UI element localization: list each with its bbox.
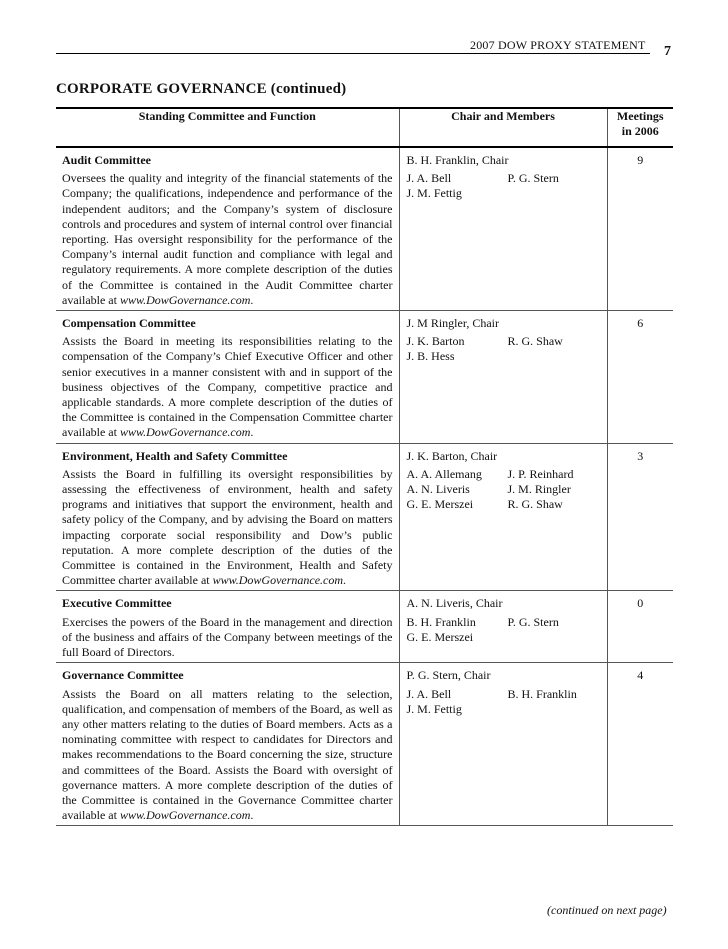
member-name: J. M. Fettig bbox=[406, 701, 462, 716]
column-header-members: Chair and Members bbox=[399, 108, 607, 147]
committee-chair: B. H. Franklin, Chair bbox=[406, 153, 509, 167]
url-suffix: . bbox=[250, 425, 254, 440]
member-name: J. P. Reinhard bbox=[507, 466, 574, 481]
committee-meetings: 0 bbox=[637, 596, 644, 611]
member-name: J. K. Barton bbox=[406, 334, 465, 349]
member-name: J. A. Bell bbox=[406, 686, 452, 701]
committee-description bbox=[62, 615, 393, 661]
running-header-title: 2007 DOW PROXY STATEMENT bbox=[470, 38, 646, 52]
committee-meetings: 4 bbox=[637, 668, 644, 683]
committee-members bbox=[407, 171, 607, 201]
table-header bbox=[56, 108, 673, 147]
governance-url: www.DowGovernance.com bbox=[119, 425, 251, 440]
member-name: J. B. Hess bbox=[406, 349, 455, 364]
committee-table bbox=[56, 107, 673, 826]
section-title: CORPORATE GOVERNANCE (continued) bbox=[56, 81, 347, 97]
committee-name: Compensation Committee bbox=[62, 316, 196, 331]
committee-description-text: Assists the Board in meeting its responsibilities relating to the compensation of the Company’s Chief Executive Officer and other senior executives in a manner consistent with and in support of the business objectives of the Company, competitive practice and applicable standards. A more complete description of the duties of the Committee is contained in the Compensation Committee charter available at bbox=[62, 334, 393, 440]
column-header-meetings-line1: Meetings bbox=[616, 109, 664, 123]
committee-chair: P. G. Stern, Chair bbox=[406, 668, 491, 683]
governance-url: www.DowGovernance.com bbox=[119, 808, 251, 823]
committee-block-ehs bbox=[56, 443, 673, 591]
governance-url: www.DowGovernance.com bbox=[119, 292, 251, 307]
committee-name: Environment, Health and Safety Committee bbox=[62, 448, 288, 463]
committee-meetings: 3 bbox=[637, 448, 644, 463]
url-suffix: . bbox=[343, 573, 347, 588]
member-name: A. A. Allemang bbox=[406, 466, 482, 481]
page-number: 7 bbox=[664, 44, 671, 59]
committee-description bbox=[62, 171, 393, 308]
member-name: J. M. Ringler bbox=[507, 482, 571, 497]
committee-name: Governance Committee bbox=[62, 668, 184, 683]
committee-meetings: 6 bbox=[637, 316, 644, 331]
committee-description-text: Oversees the quality and integrity of the financial statements of the Company; the qualifications, independence and performance of the independent auditors; and the Company’s system of disclosure controls and procedures and system of internal control over financial reporting. Has oversight responsibility for the performance of the Company’s internal audit function and compliance with legal and regulatory requirements. A more complete description of the duties of the Committee is contained in the Audit Committee charter available at bbox=[62, 171, 393, 307]
committee-block-governance bbox=[56, 663, 673, 826]
committee-name: Executive Committee bbox=[62, 596, 172, 611]
header-rule bbox=[56, 53, 650, 54]
member-name: R. G. Shaw bbox=[507, 334, 563, 349]
member-name: B. H. Franklin bbox=[406, 614, 476, 629]
committee-chair: A. N. Liveris, Chair bbox=[406, 596, 503, 611]
committee-description bbox=[62, 467, 393, 589]
continued-note: (continued on next page) bbox=[547, 903, 667, 917]
committee-description-text: Assists the Board on all matters relating to the selection, qualification, and compensation of members of the Board, as well as any other matters relating to the duties of Board members. Acts as a nominating committee with respect to candidates for Directors and makes recommendations to the Board concerning the size, structure and committees of the Board. Assists the Board with oversight of governance matters. A more complete description of the duties of the Committee is contained in the Governance Committee charter available at bbox=[62, 686, 393, 823]
member-name: R. G. Shaw bbox=[507, 497, 563, 512]
committee-members bbox=[407, 615, 607, 645]
committee-description bbox=[62, 687, 393, 824]
column-header-meetings bbox=[607, 108, 673, 147]
member-name: J. A. Bell bbox=[406, 171, 452, 186]
committee-block-compensation bbox=[56, 311, 673, 444]
column-header-committee: Standing Committee and Function bbox=[56, 108, 399, 147]
member-name: P. G. Stern bbox=[507, 614, 559, 629]
member-name: B. H. Franklin bbox=[507, 686, 577, 701]
committee-meetings: 9 bbox=[637, 153, 644, 167]
column-header-meetings-line2: in 2006 bbox=[621, 124, 659, 138]
governance-url: www.DowGovernance.com bbox=[212, 573, 344, 588]
committee-description bbox=[62, 334, 393, 440]
committee-chair: J. K. Barton, Chair bbox=[406, 448, 498, 463]
committee-name: Audit Committee bbox=[62, 153, 151, 167]
committee-members bbox=[407, 334, 607, 364]
member-name: G. E. Merszei bbox=[406, 629, 474, 644]
committee-block-executive bbox=[56, 591, 673, 663]
committee-block-audit bbox=[56, 147, 673, 311]
committee-members bbox=[407, 467, 607, 513]
url-suffix: . bbox=[250, 808, 254, 823]
committee-description-text: Assists the Board in fulfilling its oversight responsibilities by assessing the effectiveness of environment, health and safety programs and initiatives that support the environment, health and safety policy of the Company, and by advising the Board on matters impacting corporate social responsibility and Dow’s public reputation. A more complete description of the duties of the Committee is contained in the Environment, Health and Safety Committee charter available at bbox=[62, 466, 393, 588]
committee-members bbox=[407, 687, 607, 717]
member-name: A. N. Liveris bbox=[406, 482, 470, 497]
committee-chair: J. M Ringler, Chair bbox=[406, 316, 500, 331]
member-name: J. M. Fettig bbox=[406, 186, 462, 201]
committee-description-text: Exercises the powers of the Board in the management and direction of the business and affairs of the Company between meetings of the full Board of Directors. bbox=[62, 614, 393, 660]
member-name: P. G. Stern bbox=[507, 171, 559, 186]
member-name: G. E. Merszei bbox=[406, 497, 474, 512]
url-suffix: . bbox=[250, 292, 254, 307]
